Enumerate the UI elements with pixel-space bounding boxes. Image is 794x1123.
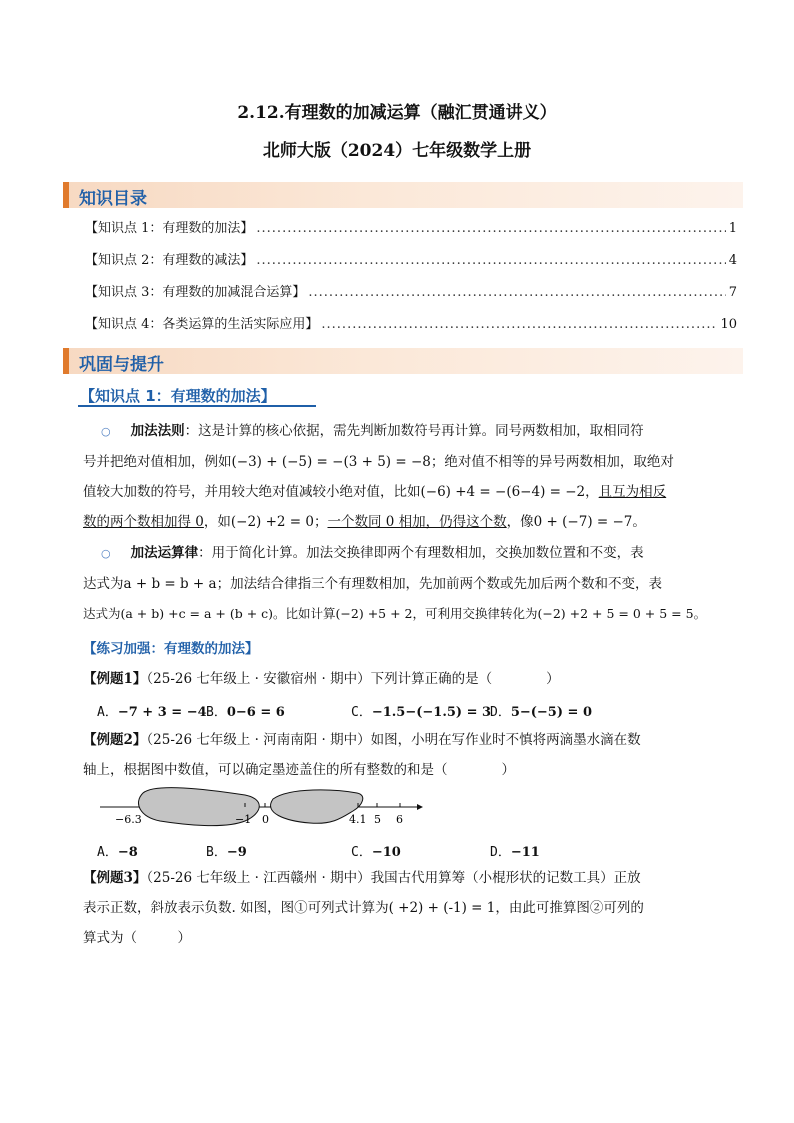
ex1-option-a[interactable] bbox=[97, 701, 207, 720]
law-text: ：用于简化计算。加法交换律即两个有理数相加，交换加数位置和不变，表 bbox=[198, 545, 644, 561]
axis-label: 4.1 bbox=[349, 813, 367, 826]
axis-label: −6.3 bbox=[115, 813, 142, 826]
option-value: −9 bbox=[226, 845, 247, 860]
toc-item-page: 1 bbox=[728, 221, 737, 236]
toc-item-4[interactable] bbox=[85, 313, 737, 333]
toc-item-label: 【知识点 1：有理数的加法】 bbox=[85, 221, 254, 236]
ex1-option-c[interactable] bbox=[351, 701, 491, 720]
option-key: B． bbox=[206, 705, 227, 720]
option-value: 0−6 = 6 bbox=[226, 705, 285, 720]
toc-section-bar bbox=[63, 182, 743, 208]
toc-leader-dots bbox=[256, 253, 725, 268]
rule-line-3 bbox=[83, 477, 743, 507]
rule-text: ，像0 + (−7) = −7。 bbox=[506, 514, 646, 530]
option-key: A． bbox=[97, 705, 118, 720]
rule-line-1 bbox=[83, 416, 743, 447]
number-line-figure bbox=[95, 785, 425, 830]
toc-leader-dots bbox=[256, 221, 725, 236]
rule-text: ：这是计算的核心依据，需先判断加数符号再计算。同号两数相加，取相同符 bbox=[184, 423, 644, 439]
example-tag: 【例题3】 bbox=[83, 870, 147, 886]
option-value: 5−(−5) = 0 bbox=[510, 705, 592, 720]
option-key: B． bbox=[206, 845, 227, 860]
law-line-3: 达式为(a + b) +c = a + (b + c)。比如计算(−2) +5 + 2，可利用交换律转化为(−2) +2 + 5 = 0 + 5 = 5。 bbox=[83, 606, 707, 621]
ex2-option-d[interactable] bbox=[490, 841, 540, 860]
ex2-option-c[interactable] bbox=[351, 841, 401, 860]
section-accent-bar bbox=[63, 348, 69, 374]
example-line: 轴上，根据图中数值，可以确定墨迹盖住的所有整数的和是（ ） bbox=[83, 762, 515, 778]
axis-label: 6 bbox=[396, 813, 403, 826]
rule-text: ，如(−2) +2 = 0； bbox=[203, 514, 328, 530]
section-accent-bar bbox=[63, 182, 69, 208]
ex2-option-b[interactable] bbox=[206, 841, 247, 860]
ex1-option-d[interactable] bbox=[490, 701, 592, 720]
toc-item-page: 10 bbox=[720, 317, 737, 332]
toc-item-2[interactable] bbox=[85, 249, 737, 269]
option-value: −7 + 3 = −4 bbox=[117, 705, 207, 720]
rule-line-4 bbox=[83, 507, 743, 537]
example-line bbox=[83, 863, 743, 893]
toc-item-page: 4 bbox=[728, 253, 737, 268]
ex1-option-b[interactable] bbox=[206, 701, 285, 720]
option-key: D． bbox=[490, 845, 511, 860]
option-key: A． bbox=[97, 845, 118, 860]
option-value: −8 bbox=[117, 845, 138, 860]
law-line-2: 达式为a + b = b + a；加法结合律指三个有理数相加，先加前两个数或先加后两个数和不变，表 bbox=[83, 576, 663, 592]
knowledge-point-underline bbox=[78, 405, 316, 407]
toc-item-1[interactable] bbox=[85, 217, 737, 237]
example-1 bbox=[83, 664, 743, 694]
example-tag: 【例题2】 bbox=[83, 732, 147, 748]
example-tag: 【例题1】 bbox=[83, 671, 147, 687]
option-value: −11 bbox=[510, 845, 540, 860]
option-key: D． bbox=[490, 705, 511, 720]
toc-item-label: 【知识点 3：有理数的加减混合运算】 bbox=[85, 285, 306, 300]
toc-item-label: 【知识点 4：各类运算的生活实际应用】 bbox=[85, 317, 319, 332]
consolidation-heading: 巩固与提升 bbox=[79, 355, 164, 375]
example-line bbox=[83, 725, 743, 755]
toc-item-3[interactable] bbox=[85, 281, 737, 301]
axis-label: 5 bbox=[374, 813, 381, 826]
option-value: −10 bbox=[371, 845, 401, 860]
axis-arrow-icon bbox=[417, 804, 423, 810]
example-line: 表示正数，斜放表示负数. 如图，图①可列式计算为( +2) + (-1) = 1，由此可推算图②可列的 bbox=[83, 900, 644, 916]
ex2-option-a[interactable] bbox=[97, 841, 138, 860]
example-question: （25-26 七年级上 · 江西赣州 · 期中）我国古代用算筹（小棍形状的记数工具）正放 bbox=[146, 870, 641, 886]
toc-leader-dots bbox=[308, 285, 725, 300]
example-2 bbox=[83, 725, 743, 785]
axis-label: −1 bbox=[235, 813, 252, 826]
addition-rule-paragraph bbox=[83, 416, 743, 537]
law-name: 加法运算律 bbox=[130, 545, 199, 561]
law-line-1 bbox=[83, 538, 743, 569]
circle-bullet-icon: ○ bbox=[101, 547, 111, 560]
document-subtitle: 北师大版（2024）七年级数学上册 bbox=[262, 141, 532, 161]
rule-emphasis: 数的两个数相加得 0 bbox=[83, 514, 204, 530]
addition-law-paragraph bbox=[83, 538, 743, 629]
rule-text: 值较大加数的符号，并用较大绝对值减较小绝对值，比如(−6) +4 = −(6−4) = −2， bbox=[83, 484, 599, 500]
rule-emphasis: 一个数同 0 相加，仍得这个数 bbox=[327, 514, 507, 530]
rule-line-2: 号并把绝对值相加，例如(−3) + (−5) = −(3 + 5) = −8；绝对值不相等的异号两数相加，取绝对 bbox=[83, 454, 674, 470]
example-3 bbox=[83, 863, 743, 953]
document-title: 2.12.有理数的加减运算（融汇贯通讲义） bbox=[237, 103, 557, 123]
option-key: C． bbox=[351, 705, 372, 720]
consolidation-section-bar bbox=[63, 348, 743, 374]
circle-bullet-icon: ○ bbox=[101, 425, 111, 438]
example-question: （25-26 七年级上 · 安徽宿州 · 期中）下列计算正确的是（ ） bbox=[146, 671, 560, 687]
knowledge-point-title: 【知识点 1：有理数的加法】 bbox=[80, 387, 276, 405]
axis-label: 0 bbox=[262, 813, 269, 826]
example-line: 算式为（ ） bbox=[83, 930, 191, 946]
example-question: （25-26 七年级上 · 河南南阳 · 期中）如图，小明在写作业时不慎将两滴墨水滴在数 bbox=[146, 732, 641, 748]
option-value: −1.5−(−1.5) = 3 bbox=[371, 705, 492, 720]
toc-item-label: 【知识点 2：有理数的减法】 bbox=[85, 253, 254, 268]
toc-heading: 知识目录 bbox=[79, 189, 147, 209]
toc-leader-dots bbox=[321, 317, 717, 332]
practice-heading: 【练习加强：有理数的加法】 bbox=[83, 641, 259, 657]
rule-emphasis: 且互为相反 bbox=[598, 484, 667, 500]
rule-name: 加法法则 bbox=[130, 423, 185, 439]
toc-item-page: 7 bbox=[728, 285, 737, 300]
option-key: C． bbox=[351, 845, 372, 860]
